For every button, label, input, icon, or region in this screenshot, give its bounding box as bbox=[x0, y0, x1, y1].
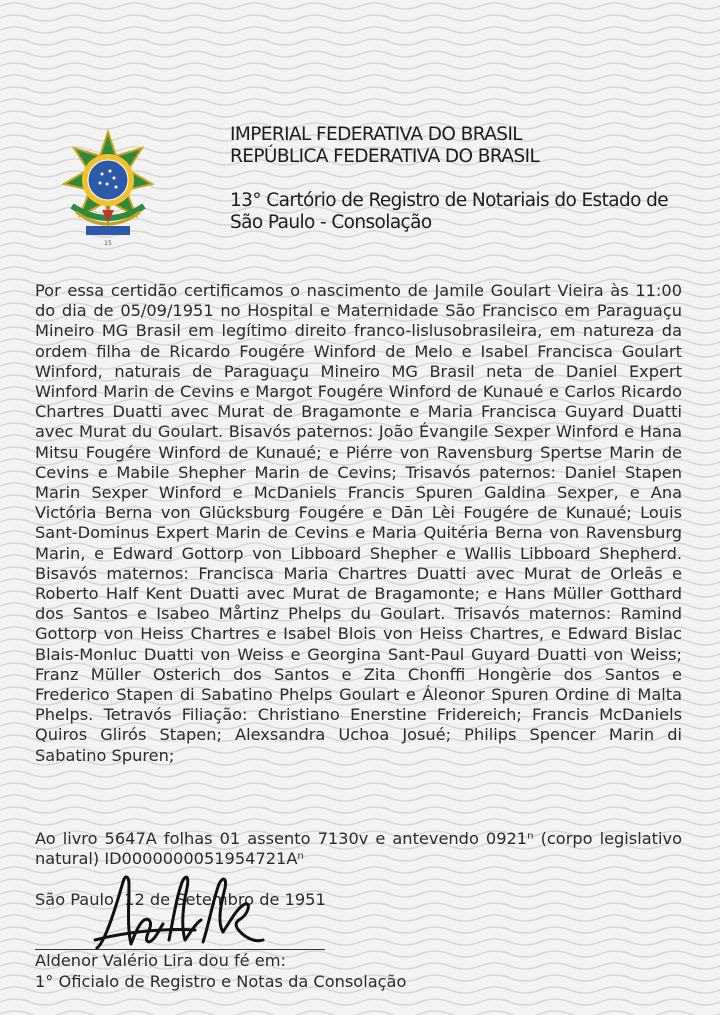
certificate-body: Por essa certidão certificamos o nascimento de Jamile Goulart Vieira às 11:00 do dia de 05/09/1951 no Hospital e Maternidade São Francisco em Paraguaçu Mineiro MG Brasil em legítimo direito franco-lislusobrasileira, em natureza da ordem filha de Ricardo Fougére Winford de Melo e Isabel Francisca Goulart Winford, naturais de Paraguaçu Mineiro MG Brasil neta de Daniel Expert Winford Marin de Cevins e Margot Fougére Winford de Kunaué e Carlos Ricardo Chartres Duatti avec Murat de Bragamonte e Maria Francisca Guyard Duatti avec Murat du Goulart. Bisavós paternos: João Évangile Sexper Winford e Hana Mitsu Fougére Winford de Kunaué; e Piérre von Ravensburg Spertse Marin de Cevins e Mabile Shepher Marin de Cevins; Trisavós paternos: Daniel Stapen Marin Sexper Winford e McDaniels Francis Spuren Galdina Sexper, e Ana Victória Berna von Glücksburg Fougére e Dān Lèi Fougére de Kunaué; Louis Sant-Dominus Expert Marin de Cevins e Maria Quitéria Berna von Ravensburg Marin, e Edward Gottorp von Libboard Shepher e Wallis Libboard Shepherd. Bisavós maternos: Francisca Maria Chartres Duatti avec Murat de Orleãs e Roberto Half Kent Duatti avec Murat de Bragamonte; e Hans Müller Gotthard dos Santos e Isabeo Mårtinz Phelps du Goulart. Trisavós maternos: Ramind Gottorp von Heiss Chartres e Isabel Blois von Heiss Chartres, e Edward Bislac Blais-Monluc Duatti von Weiss e Georgina Sant-Paul Guyard Duatti von Weiss; Franz Müller Osterich dos Santos e Zita Chonffi Hongèrie dos Santos e Frederico Stapen di Sabatino Phelps Goulart e Áleonor Spuren Ordine di Malta Phelps. Tetravós Filiação: Christiano Enerstine Fridereich; Francis McDaniels Quiros Glirós Stapen; Alexsandra Uchoa Josué; Philips Spencer Marin di Sabatino Spuren; bbox=[35, 281, 682, 765]
republic-title: REPÚBLICA FEDERATIVA DO BRASIL bbox=[230, 146, 540, 167]
header bbox=[230, 124, 700, 234]
empire-title: IMPERIAL FEDERATIVA DO BRASIL bbox=[230, 124, 523, 145]
office-title-line1: 13° Cartório de Registro de Notariais do Estado de bbox=[230, 190, 669, 211]
officer-block bbox=[35, 951, 406, 992]
svg-text:15: 15 bbox=[104, 240, 112, 246]
place-and-date: São Paulo, 12 de Setembro de 1951 bbox=[35, 890, 326, 909]
registry-reference: Ao livro 5647A folhas 01 assento 7130v e antevendo 0921ⁿ (corpo legislativo natural) ID0000000051954721Aⁿ bbox=[35, 829, 682, 869]
office-title-line2: São Paulo - Consolação bbox=[230, 212, 432, 233]
officer-title: 1° Oficialo de Registro e Notas da Consolação bbox=[35, 971, 407, 991]
handwritten-signature bbox=[85, 870, 270, 955]
brazil-coat-of-arms-icon bbox=[52, 126, 164, 246]
officer-name: Aldenor Valério Lira dou fé em: bbox=[35, 951, 286, 970]
